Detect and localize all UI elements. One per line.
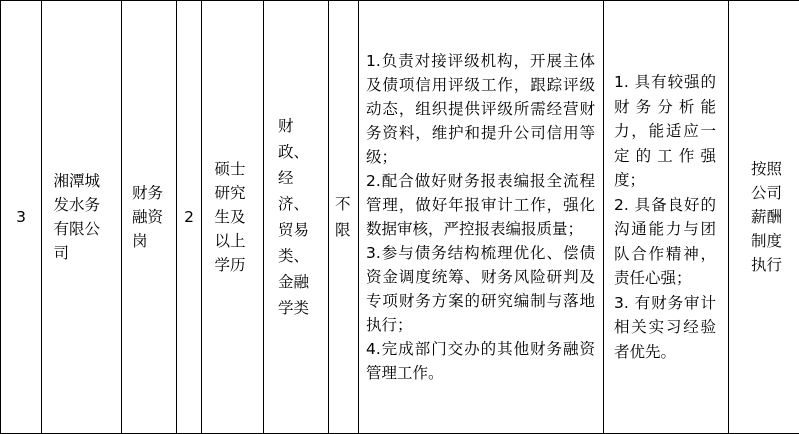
duties-cell xyxy=(359,1,604,434)
age-cell xyxy=(329,1,359,434)
major-cell xyxy=(264,1,329,434)
age-requirement: 不限 xyxy=(335,195,351,239)
duty-item: 1.负责对接评级机构，开展主体及债项信用评级工作，跟踪评级动态，组织提供评级所需经营财务资料，维护和提升公司信用等级； xyxy=(366,52,595,166)
education-cell xyxy=(202,1,264,434)
pay-cell xyxy=(729,1,799,434)
pay-policy: 按照公司薪酬制度执行 xyxy=(751,160,783,274)
position-name: 财务融资岗 xyxy=(132,184,164,250)
duty-item: 4.完成部门交办的其他财务融资管理工作。 xyxy=(366,340,595,382)
duty-item: 2.配合做好财务报表编报全流程管理，做好年报审计工作，强化数据审核，严控报表编报质量； xyxy=(366,172,595,238)
requirements-cell xyxy=(604,1,729,434)
company-name: 湘潭城发水务有限公司 xyxy=(53,172,101,262)
duty-item: 3.参与债务结构梳理优化、偿债资金调度统筹、财务风险研判及专项财务方案的研究编制与落地执行； xyxy=(366,244,595,334)
index-cell xyxy=(1,1,42,434)
duties-list xyxy=(359,43,603,391)
row-index: 3 xyxy=(16,207,26,226)
education-requirement: 硕士研究生及以上学历 xyxy=(214,160,246,274)
hiring-count: 2 xyxy=(184,207,194,226)
position-cell xyxy=(122,1,177,434)
major-requirement: 财政、经济、贸易类、金融学类 xyxy=(278,117,310,317)
requirement-item: 3. 有财务审计相关实习经验者优先。 xyxy=(614,293,716,361)
count-cell xyxy=(177,1,202,434)
requirements-list xyxy=(604,70,728,364)
company-cell xyxy=(42,1,122,434)
requirement-item: 2. 具备良好的沟通能力与团队合作精神，责任心强； xyxy=(614,195,716,287)
requirement-item: 1. 具有较强的财务分析能力，能适应一定的工作强度； xyxy=(614,73,716,189)
table-row xyxy=(1,1,799,434)
